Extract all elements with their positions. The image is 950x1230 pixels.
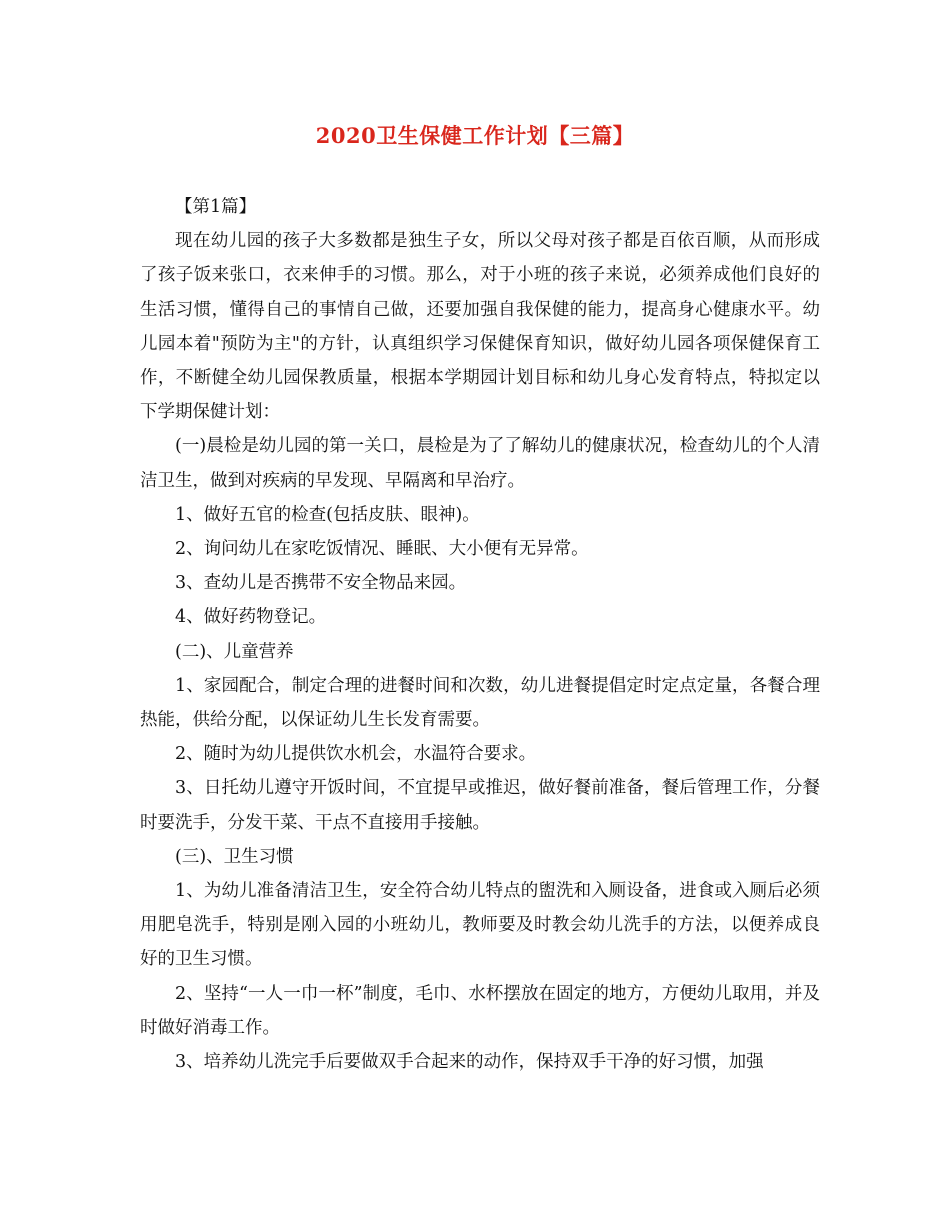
paragraph: (一)晨检是幼儿园的第一关口，晨检是为了了解幼儿的健康状况，检查幼儿的个人清洁卫生，做到对疾病的早发现、早隔离和早治疗。 (140, 436, 820, 491)
list-item: 1、家园配合，制定合理的进餐时间和次数，幼儿进餐提倡定时定点定量，各餐合理热能，供给分配，以保证幼儿生长发育需要。 (140, 675, 820, 731)
list-item: 2、坚持“一人一巾一杯”制度，毛巾、水杯摆放在固定的地方，方便幼儿取用，并及时做好消毒工作。 (140, 983, 820, 1038)
list-item: 1、为幼儿准备清洁卫生，安全符合幼儿特点的盥洗和入厕设备，进食或入厕后必须用肥皂洗手，特别是刚入园的小班幼儿，教师要及时教会幼儿洗手的方法，以便养成良好的卫生习惯。 (140, 881, 820, 970)
list-item: 2、随时为幼儿提供饮水机会，水温符合要求。 (175, 744, 537, 765)
section-heading: (三)、卫生习惯 (175, 846, 294, 867)
list-item: 1、做好五官的检查(包括皮肤、眼神)。 (175, 504, 480, 525)
document-body (140, 190, 820, 1079)
paragraph: 现在幼儿园的孩子大多数都是独生子女，所以父母对孩子都是百依百顺，从而形成了孩子饭来张口，衣来伸手的习惯。那么，对于小班的孩子来说，必须养成他们良好的生活习惯，懂得自己的事情自己做，还要加强自我保健的能力，提高身心健康水平。幼儿园本着"预防为主"的方针，认真组织学习保健保育知识，做好幼儿园各项保健保育工作，不断健全幼儿园保教质量，根据本学期园计划目标和幼儿身心发育特点，特拟定以下学期保健计划： (140, 231, 820, 423)
section-heading: (二)、儿童营养 (175, 641, 294, 662)
list-item: 3、日托幼儿遵守开饭时间，不宜提早或推迟，做好餐前准备，餐后管理工作，分餐时要洗手，分发干菜、干点不直接用手接触。 (140, 778, 820, 833)
document-title: 2020卫生保健工作计划【三篇】 (315, 123, 635, 148)
section-heading: 【第1篇】 (175, 197, 257, 217)
list-item: 3、查幼儿是否携带不安全物品来园。 (175, 573, 467, 594)
list-item: 4、做好药物登记。 (175, 607, 327, 628)
list-item: 3、培养幼儿洗完手后要做双手合起来的动作，保持双手干净的好习惯，加强 (175, 1052, 764, 1073)
list-item: 2、询问幼儿在家吃饭情况、睡眠、大小便有无异常。 (175, 539, 589, 560)
